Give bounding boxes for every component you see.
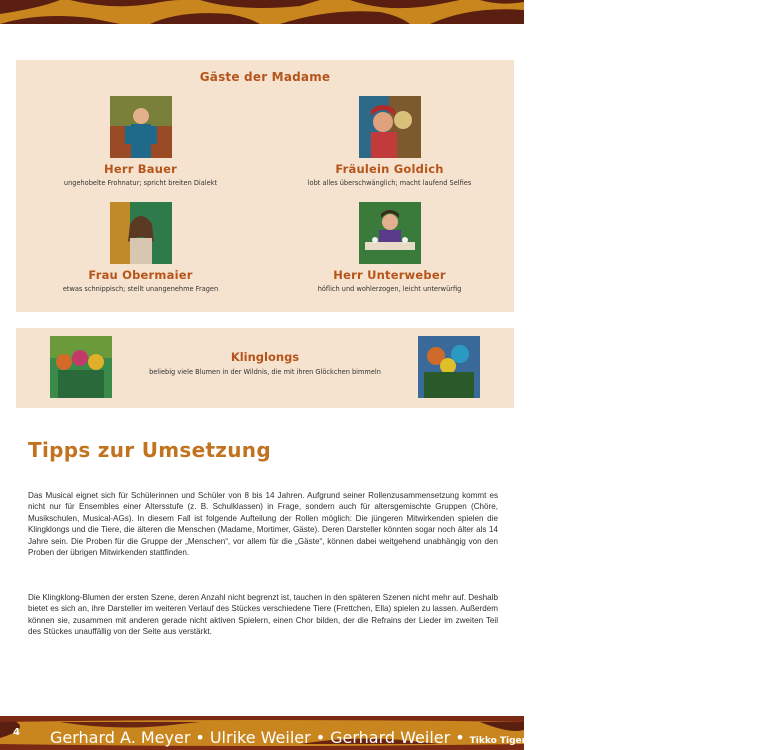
herr-unterweber-photo [359,202,421,264]
character-description: lobt alles überschwänglich; macht laufend Selfies [307,179,472,187]
character-name: Fräulein Goldich [335,162,444,176]
footer-band [0,716,783,750]
herr-bauer-photo [110,96,172,158]
top-decorative-band [0,0,524,24]
character-description: etwas schnippisch; stellt unangenehme Fragen [62,285,219,293]
author-name: Ulrike Weiler [209,728,311,747]
separator: • [195,728,205,747]
klinglongs-description: beliebig viele Blumen in der Wildnis, die mit ihren Glöckchen bimmeln [149,368,381,376]
separator: • [455,728,465,747]
panel-title: Gäste der Madame [199,70,331,84]
character-description: höflich und wohlerzogen, leicht unterwürfig [317,285,462,293]
character-herr-unterweber [265,202,514,293]
publisher-label: © FIDULA [695,728,783,747]
tiger-stripes-decoration [0,0,524,24]
klinglongs-photo-left [50,336,112,398]
separator: • [315,728,326,747]
character-fraulein-goldich [265,96,514,187]
klinglongs-name: Klinglongs [230,350,300,364]
character-herr-bauer [16,96,265,187]
klinglongs-panel [16,328,514,408]
edition-label: Gesamtausgabe [545,728,677,747]
author-name: Gerhard Weiler [330,728,451,747]
body-paragraph: Die Klingklong-Blumen der ersten Szene, deren Anzahl nicht begrenzt ist, tauchen in den späteren Szenen nicht mehr auf. Deshalb bietet es sich an, ihre Darsteller im weiteren Verlauf des Stückes verschiedene Tiere (Frettchen, Ella) spielen zu lassen. Außerdem können sie, zusammen mit anderen gerade nicht aktiven Spielern, einen Chor bilden, der die Refrains der Lieder im zweiten Teil des Stückes unauffällig von der Seite aus verstärkt. [28,593,498,637]
separator: • [531,728,541,747]
character-name: Herr Bauer [104,162,177,176]
klinglongs-photo-right [418,336,480,398]
page-number: 4 [13,727,20,738]
footer-credits [50,728,783,747]
character-frau-obermaier [16,202,265,293]
character-name: Frau Obermaier [88,268,193,282]
fraulein-goldich-photo [359,96,421,158]
guests-panel [16,60,514,312]
character-description: ungehobelte Frohnatur; spricht breiten Dialekt [63,179,218,187]
book-title: Tikko Tiger [469,736,527,746]
character-name: Herr Unterweber [333,268,446,282]
author-name: Gerhard A. Meyer [50,728,191,747]
section-heading: Tipps zur Umsetzung [28,438,271,462]
separator: • [681,728,691,747]
body-paragraph: Das Musical eignet sich für Schülerinnen und Schüler von 8 bis 14 Jahren. Aufgrund seiner Rollenzusammensetzung kommt es nicht nur für Ensembles einer Altersstufe (z. B. Schulklassen) in Frage, sondern auch für altersgemischte Gruppen (Chöre, Musikschulen, Musical-AGs). In diesem Fall ist folgende Aufteilung der Rollen möglich: Die jüngeren Mitwirkenden spielen die Klingklongs und die Tiere, die älteren die Menschen (Madame, Mortimer, Gäste). Deren Darsteller könnten sogar noch älter als 14 Jahre sein. Die Proben für die Gruppe der „Menschen“, vor allem für die „Gäste“, können dabei weitgehend unabhängig von den Proben der übrigen Mitwirkenden stattfinden. [28,491,498,558]
frau-obermaier-photo [110,202,172,264]
